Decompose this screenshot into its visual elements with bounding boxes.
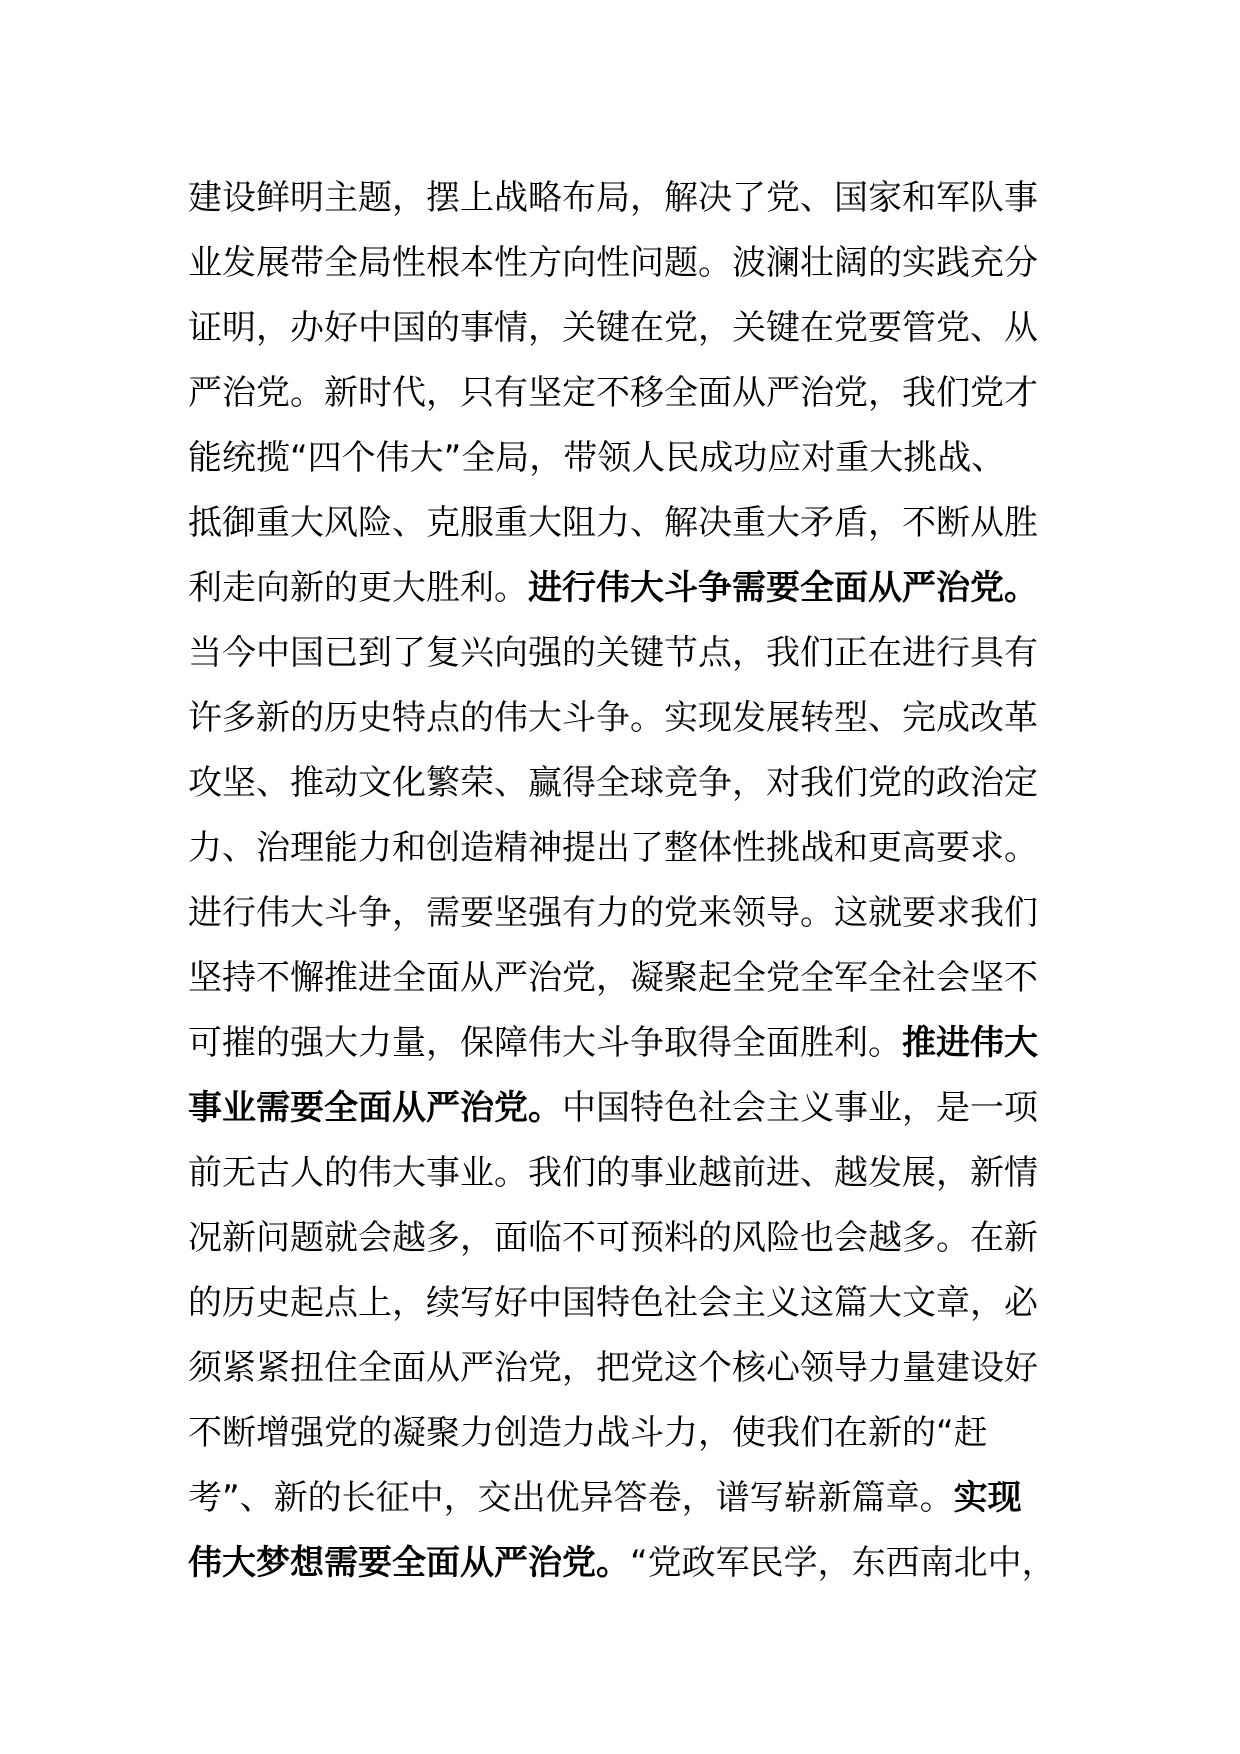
text-line	[188, 621, 1068, 686]
body-text-segment: 能统揽“四个伟大”全局，带领人民成功应对重大挑战、	[188, 438, 1006, 478]
text-line	[188, 426, 1068, 491]
body-text-segment: 抵御重大风险、克服重大阻力、解决重大矛盾，不断从胜	[188, 503, 1038, 543]
body-text-segment: 证明，办好中国的事情，关键在党，关键在党要管党、从	[188, 308, 1038, 348]
text-line	[188, 231, 1068, 296]
text-line	[188, 946, 1068, 1011]
body-text-segment: “党政军民学，东西南北中，	[630, 1543, 1056, 1583]
text-line	[188, 1141, 1068, 1206]
body-text-segment: 坚持不懈推进全面从严治党，凝聚起全党全军全社会坚不	[188, 958, 1038, 998]
body-text-segment: 的历史起点上，续写好中国特色社会主义这篇大文章，必	[188, 1283, 1038, 1323]
text-line	[188, 491, 1068, 556]
text-line	[188, 1271, 1068, 1336]
body-text-segment: 须紧紧扭住全面从严治党，把党这个核心领导力量建设好	[188, 1348, 1038, 1388]
bold-heading-text: 推进伟大	[902, 1023, 1038, 1063]
text-line	[188, 1011, 1068, 1076]
body-text-segment: 可摧的强大力量，保障伟大斗争取得全面胜利。	[188, 1023, 902, 1063]
text-line	[188, 1531, 1068, 1596]
text-line	[188, 166, 1068, 231]
bold-heading-text: 实现	[953, 1478, 1022, 1518]
text-line	[188, 1401, 1068, 1466]
text-line	[188, 1076, 1068, 1141]
body-text-segment: 不断增强党的凝聚力创造力战斗力，使我们在新的“赶	[188, 1413, 988, 1453]
text-line	[188, 296, 1068, 361]
body-text-segment: 中国特色社会主义事业，是一项	[562, 1088, 1038, 1128]
body-text-segment: 前无古人的伟大事业。我们的事业越前进、越发展，新情	[188, 1153, 1038, 1193]
text-line	[188, 1466, 1068, 1531]
text-line	[188, 751, 1068, 816]
bold-heading-text: 伟大梦想需要全面从严治党。	[188, 1543, 630, 1583]
body-text-segment: 许多新的历史特点的伟大斗争。实现发展转型、完成改革	[188, 698, 1038, 738]
text-line	[188, 1206, 1068, 1271]
bold-heading-text: 进行伟大斗争需要全面从严治党。	[528, 568, 1038, 608]
bold-heading-text: 事业需要全面从严治党。	[188, 1088, 562, 1128]
body-text-segment: 利走向新的更大胜利。	[188, 568, 528, 608]
text-line	[188, 361, 1068, 426]
text-line	[188, 816, 1068, 881]
body-text-segment: 况新问题就会越多，面临不可预料的风险也会越多。在新	[188, 1218, 1038, 1258]
body-text	[188, 166, 1068, 1596]
body-text-segment: 考”、新的长征中，交出优异答卷，谱写崭新篇章。	[188, 1478, 954, 1518]
body-text-segment: 攻坚、推动文化繁荣、赢得全球竞争，对我们党的政治定	[188, 763, 1038, 803]
body-text-segment: 业发展带全局性根本性方向性问题。波澜壮阔的实践充分	[188, 243, 1038, 283]
text-line	[188, 686, 1068, 751]
body-text-segment: 严治党。新时代，只有坚定不移全面从严治党，我们党才	[188, 373, 1038, 413]
body-text-segment: 进行伟大斗争，需要坚强有力的党来领导。这就要求我们	[188, 893, 1038, 933]
body-text-segment: 建设鲜明主题，摆上战略布局，解决了党、国家和军队事	[188, 178, 1038, 218]
text-line	[188, 556, 1068, 621]
body-text-segment: 当今中国已到了复兴向强的关键节点，我们正在进行具有	[188, 633, 1038, 673]
text-line	[188, 1336, 1068, 1401]
text-line	[188, 881, 1068, 946]
body-text-segment: 力、治理能力和创造精神提出了整体性挑战和更高要求。	[188, 828, 1038, 868]
